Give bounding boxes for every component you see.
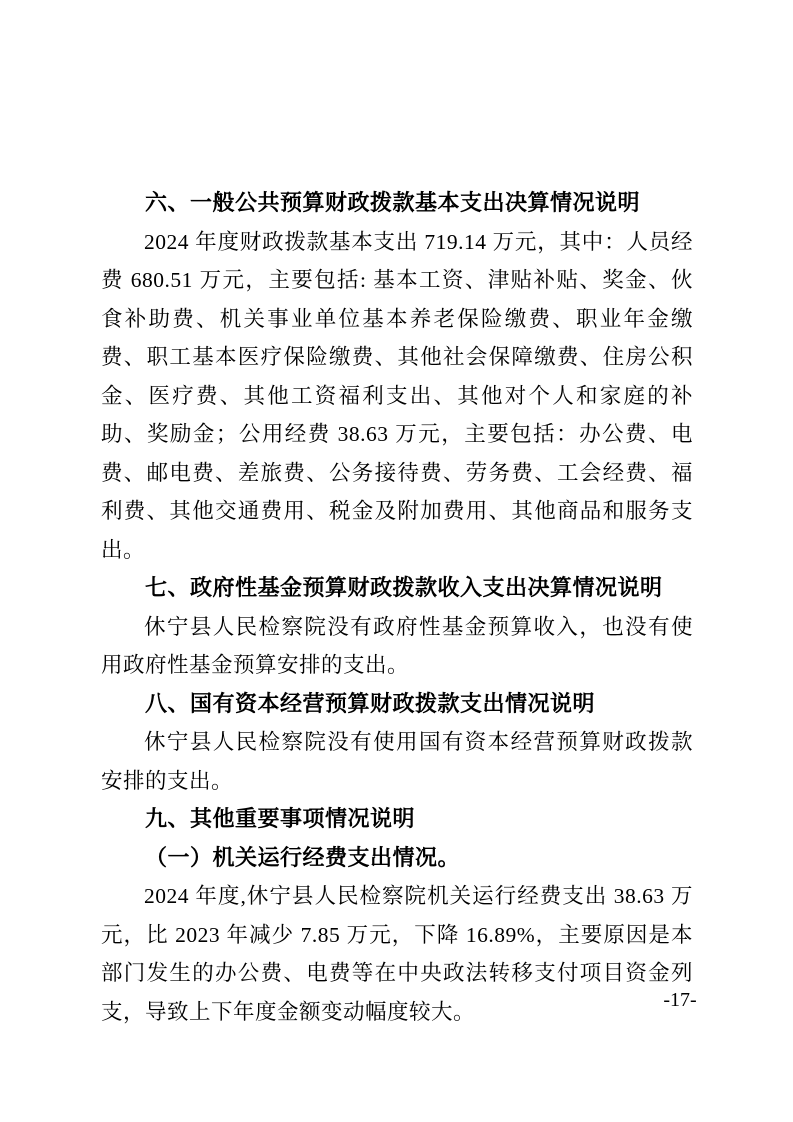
paragraph-operating-expenses-detail: 2024 年度,休宁县人民检察院机关运行经费支出 38.63 万元，比 2023 年减少 7.85 万元，下降 16.89%，主要原因是本部门发生的办公费、电费等在中央政法转移支付项目资金列支，导致上下年度金额变动幅度较大。	[101, 884, 693, 1024]
section-heading-basic-expenditure: 六、一般公共预算财政拨款基本支出决算情况说明	[145, 190, 641, 215]
section-heading-gov-fund-budget: 七、政府性基金预算财政拨款收入支出决算情况说明	[145, 575, 663, 600]
page-number: -17-	[663, 989, 697, 1011]
paragraph-basic-expenditure-detail: 2024 年度财政拨款基本支出 719.14 万元，其中：人员经费 680.51 万元，主要包括: 基本工资、津贴补贴、奖金、伙食补助费、机关事业单位基本养老保险缴费、职业年金缴费、职工基本医疗保险缴费、其他社会保障缴费、住房公积金、医疗费、其他工资福利支出、其他对个人和家庭的补助、奖励金；公用经费 38.63 万元，主要包括：办公费、电费、邮电费、差旅费、公务接待费、劳务费、工会经费、福利费、其他交通费用、税金及附加费用、其他商品和服务支出。	[101, 229, 693, 562]
paragraph-state-capital-budget-detail: 休宁县人民检察院没有使用国有资本经营预算财政拨款安排的支出。	[101, 730, 693, 793]
paragraph-gov-fund-budget-detail: 休宁县人民检察院没有政府性基金预算收入，也没有使用政府性基金预算安排的支出。	[101, 614, 693, 677]
section-heading-state-capital-budget: 八、国有资本经营预算财政拨款支出情况说明	[145, 690, 596, 716]
document-body	[101, 184, 693, 1031]
section-heading-other-important-matters: 九、其他重要事项情况说明	[145, 806, 416, 831]
subsection-heading-operating-expenses: （一）机关运行经费支出情况。	[145, 844, 461, 870]
